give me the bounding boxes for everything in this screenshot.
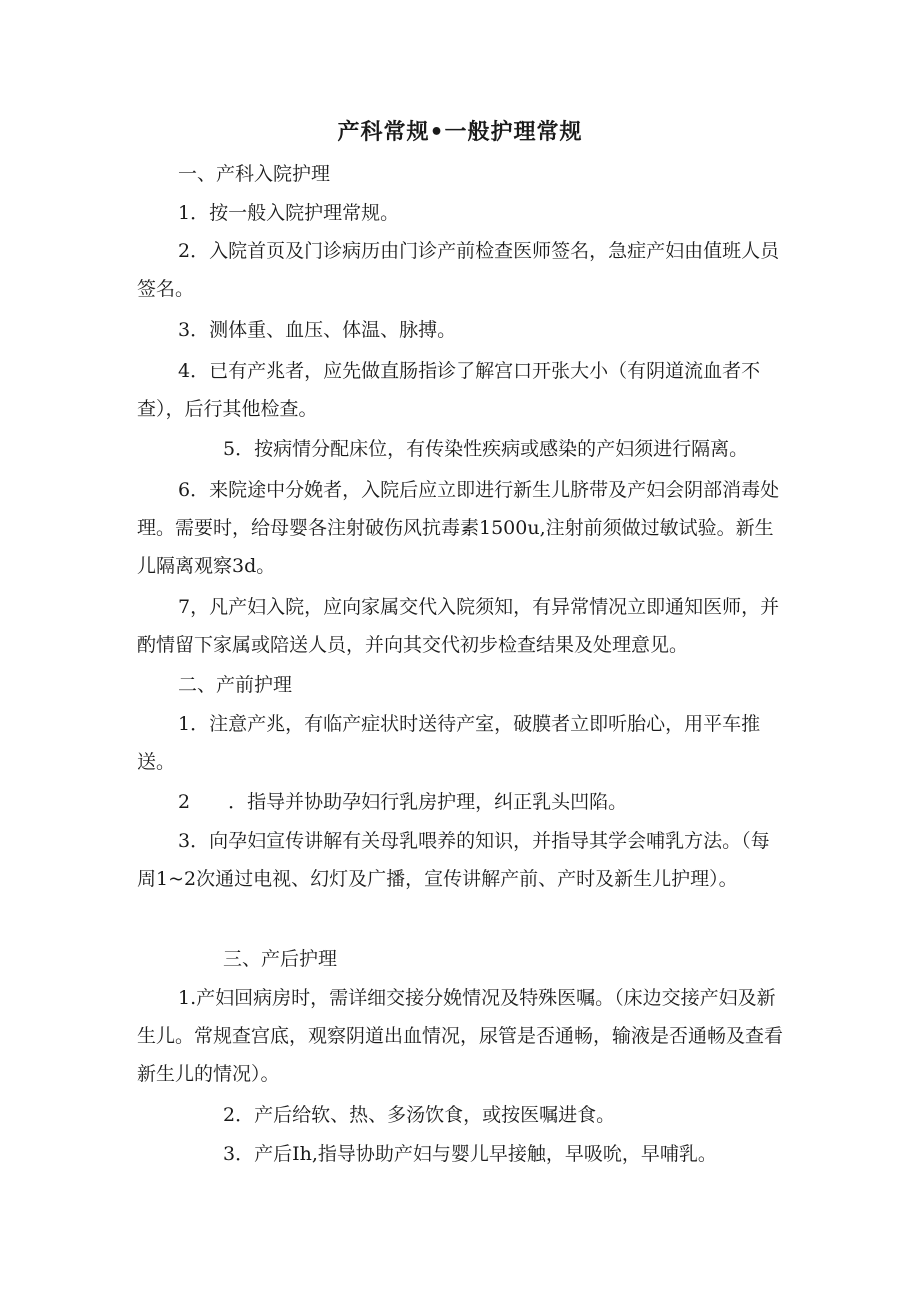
paragraph-postpartum-3: 3．产后Ih,指导协助产妇与婴儿早接触，早吸吮，早哺乳。 [223,1143,717,1165]
paragraph-admission-7: 7，凡产妇入院，应向家属交代入院须知，有异常情况立即通知医师，并酌情留下家属或陪送人员，并向其交代初步检查结果及处理意见。 [137,596,780,656]
paragraph-admission-2: 2．入院首页及门诊病历由门诊产前检查医师签名，急症产妇由值班人员签名。 [137,240,780,300]
paragraph-postpartum-2: 2．产后给软、热、多汤饮食，或按医嘱进食。 [223,1104,616,1126]
paragraph-prenatal-3: 3．向孕妇宣传讲解有关母乳喂养的知识，并指导其学会哺乳方法。（每周1~2次通过电视、幻灯及广播，宣传讲解产前、产时及新生儿护理）。 [137,830,770,890]
paragraph-admission-5: 5．按病情分配床位，有传染性疾病或感染的产妇须进行隔离。 [223,438,749,460]
paragraph-admission-6: 6．来院途中分娩者，入院后应立即进行新生儿脐带及产妇会阴部消毒处理。需要时，给母婴各注射破伤风抗毒素1500u,注射前须做过敏试验。新生儿隔离观察3d。 [137,479,780,577]
section-heading-prenatal: 二、产前护理 [178,674,293,696]
section-heading-postpartum: 三、产后护理 [223,948,338,970]
paragraph-admission-1: 1．按一般入院护理常规。 [178,202,400,224]
paragraph-prenatal-1: 1．注意产兆，有临产症状时送待产室，破膜者立即听胎心，用平车推送。 [137,713,761,773]
paragraph-admission-4: 4．已有产兆者，应先做直肠指诊了解宫口开张大小（有阴道流血者不查），后行其他检查。 [137,360,761,420]
paragraph-admission-3: 3．测体重、血压、体温、脉搏。 [178,319,457,341]
paragraph-prenatal-2: 2 ．指导并协助孕妇行乳房护理，纠正乳头凹陷。 [178,791,628,813]
section-heading-admission: 一、产科入院护理 [178,163,331,185]
paragraph-postpartum-1: 1.产妇回病房时，需详细交接分娩情况及特殊医嘱。（床边交接产妇及新生儿。常规查宫底，观察阴道出血情况，尿管是否通畅，输液是否通畅及查看新生儿的情况）。 [137,987,784,1085]
page-title: 产科常规•一般护理常规 [337,120,583,145]
